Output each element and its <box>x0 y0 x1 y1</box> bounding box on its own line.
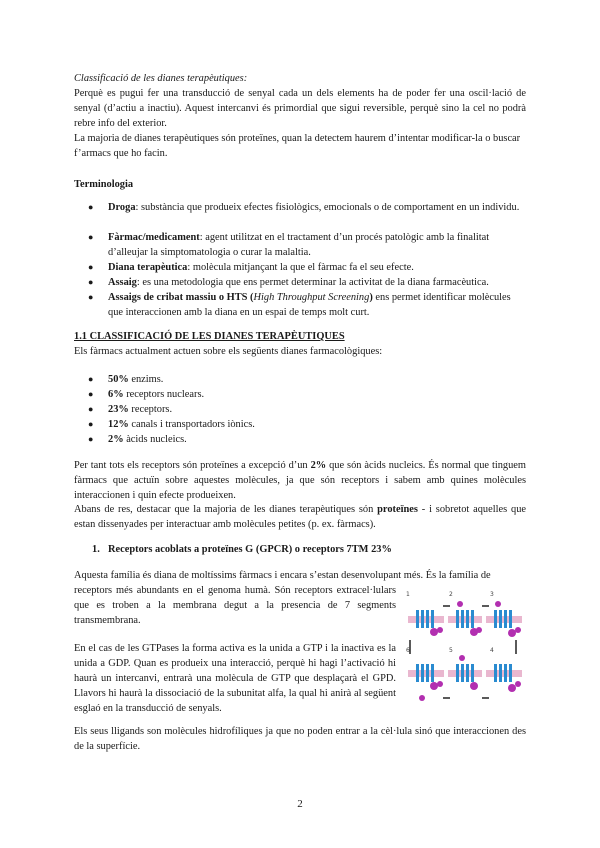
term-definition: : agent utilitzat en el tractament d’un procés patològic amb la finalitat d’alleujar la simptomatologia o curar la malaltia. <box>108 232 490 258</box>
ligand <box>459 655 465 661</box>
g-protein-subunit <box>437 681 443 687</box>
receptor-helix <box>494 664 497 682</box>
target-percent: 2% <box>108 434 124 445</box>
gpcr-paragraph-1a: Aquesta família és diana de moltíssims fàrmacs i encara s’estan desenvolupant més. És la família de <box>74 570 491 581</box>
target-item <box>108 387 520 402</box>
receptor-helix <box>471 664 474 682</box>
receptor-helix <box>504 664 507 682</box>
ligand <box>495 601 501 607</box>
g-protein-subunit <box>515 681 521 687</box>
terminology-item <box>108 230 520 260</box>
intro-paragraph-1: Perquè es pugui fer una transducció de senyal cada un dels elements ha de poder fer una oscil·lació de senyal (d’actiu a inactiu). Aquest intercanvi és primordial que sigui reversible, perquè sino la cel no podrà rebre info del exterior. <box>74 88 526 129</box>
term: Assaigs de cribat massiu o HTS ( <box>108 292 254 303</box>
target-item <box>108 372 520 387</box>
section-1-paragraph-1 <box>74 458 526 503</box>
section-1-paragraph-2 <box>74 502 526 532</box>
step-label: 6 <box>406 647 410 654</box>
g-protein-subunit <box>419 695 425 701</box>
text-run: Per tant tots els receptors són proteïnes a excepció d’un <box>74 460 311 471</box>
target-percent: 23% <box>108 404 129 415</box>
g-protein-subunit <box>430 682 438 690</box>
g-protein-subunit <box>508 684 516 692</box>
receptor-helix <box>494 610 497 628</box>
gpcr-cycle-figure <box>402 588 526 712</box>
target-item <box>108 432 520 447</box>
g-protein-subunit <box>515 627 521 633</box>
bullet-icon: ● <box>88 262 94 272</box>
receptor-helix <box>421 664 424 682</box>
receptor-helix <box>509 664 512 682</box>
intro-paragraph-2: La majoria de dianes terapèutiques són proteïnes, quan la detectem haurem d’intentar modificar-la o buscar f’armacs que ho facin. <box>74 133 521 159</box>
receptor-helix <box>504 610 507 628</box>
g-protein-subunit <box>508 629 516 637</box>
target-label: àcids nucleics. <box>123 434 187 445</box>
terminology-item <box>108 200 520 215</box>
bullet-icon: ● <box>88 434 94 444</box>
terminology-item <box>108 260 520 275</box>
gpcr-paragraph-1b: receptors més abundants en el genoma humà. Són receptors extracel·lulars que es troben a la membrana degut a la presencia de 7 segments transmembrana. <box>74 585 396 626</box>
bullet-icon: ● <box>88 292 94 302</box>
text-run-bold: proteïnes <box>377 504 418 515</box>
page-number: 2 <box>297 798 303 810</box>
bullet-icon: ● <box>88 232 94 242</box>
text-run: - i sobretot aquelles que estan dissenyades per interactuar amb molècules petites (p. ex. fàrmacs). <box>74 504 527 530</box>
text-run-bold: 2% <box>310 460 327 471</box>
target-label: canals i transportadors iònics. <box>128 419 255 430</box>
receptor-helix <box>431 610 434 628</box>
bullet-icon: ● <box>88 277 94 287</box>
target-item <box>108 402 520 417</box>
term-definition: ens permet identificar molècules que interaccionen amb la diana en un espai de temps molt curt. <box>108 292 511 318</box>
receptor-helix <box>456 664 459 682</box>
receptor-helix <box>461 664 464 682</box>
terminology-item <box>108 290 520 320</box>
target-percent: 12% <box>108 419 129 430</box>
target-label: receptors. <box>128 404 173 415</box>
receptor-helix <box>471 610 474 628</box>
receptor-helix <box>426 610 429 628</box>
bullet-icon: ● <box>88 404 94 414</box>
gpcr-heading: Receptors acoblats a proteïnes G (GPCR) o receptors 7TM 23% <box>108 544 392 555</box>
g-protein-subunit <box>476 627 482 633</box>
gpcr-paragraph-2: En el cas de les GTPases la forma activa es la unida a GTP i la inactiva es la unida a GDP. Quan es produeix una interacció, perquè hi hagi l’activació hi haurà un intercanvi, entrarà una molècula de GTP que desplaçarà el GPD. Llavors hi haurà la dissociació de la subunitat alfa, la qual hi anirà al següent esglaó en la transducció de senyals. <box>74 643 396 714</box>
receptor-helix <box>499 664 502 682</box>
target-percent: 50% <box>108 374 129 385</box>
term-end: ) <box>369 292 373 303</box>
g-protein-subunit <box>470 682 478 690</box>
step-label: 1 <box>406 591 410 598</box>
receptor-helix <box>461 610 464 628</box>
ligand <box>457 601 463 607</box>
term: Fàrmac/medicament <box>108 232 200 243</box>
receptor-helix <box>466 610 469 628</box>
text-run: que són àcids nucleics. És normal que tinguem fàrmacs que actuïn sobre aquestes molècules, ja que són receptors i sabem amb quines molècules interaccionen i quin efecte produeixen. <box>74 460 527 501</box>
step-label: 2 <box>449 591 453 598</box>
term: Droga <box>108 202 136 213</box>
section-title: Classificació de les dianes terapèutiques: <box>74 73 248 84</box>
receptor-helix <box>416 664 419 682</box>
membrane-segment <box>448 670 482 677</box>
gpcr-paragraph-3: Els seus lligands son molècules hidrofíliques ja que no poden entrar a la cèl·lula sinó que interaccionen des de la superfície. <box>74 726 526 752</box>
target-item <box>108 417 520 432</box>
bullet-icon: ● <box>88 419 94 429</box>
g-protein-subunit <box>430 628 438 636</box>
terminology-item <box>108 275 520 290</box>
bullet-icon: ● <box>88 202 94 212</box>
term-definition: : molècula mitjançant la que el fàrmac fa el seu efecte. <box>187 262 414 273</box>
term-italic: High Throughput Screening <box>253 292 370 303</box>
receptor-helix <box>456 610 459 628</box>
term-definition: : es una metodologia que ens permet determinar la activitat de la diana farmacèutica. <box>136 277 489 288</box>
target-percent: 6% <box>108 389 124 400</box>
bullet-icon: ● <box>88 389 94 399</box>
term: Diana terapèutica <box>108 262 188 273</box>
section-1-intro: Els fàrmacs actualment actuen sobre els següents dianes farmacològiques: <box>74 346 383 357</box>
term-definition: : substància que produeix efectes fisiològics, emocionals o de comportament en un individu. <box>135 202 520 213</box>
receptor-helix <box>421 610 424 628</box>
target-label: receptors nuclears. <box>123 389 205 400</box>
receptor-helix <box>426 664 429 682</box>
receptor-helix <box>466 664 469 682</box>
receptor-helix <box>431 664 434 682</box>
step-label: 5 <box>449 647 453 654</box>
receptor-helix <box>499 610 502 628</box>
target-label: enzims. <box>128 374 164 385</box>
gpcr-number: 1. <box>92 544 100 555</box>
step-label: 3 <box>490 591 494 598</box>
receptor-helix <box>416 610 419 628</box>
step-label: 4 <box>490 647 494 654</box>
term: Assaig <box>108 277 137 288</box>
bullet-icon: ● <box>88 374 94 384</box>
text-run: Abans de res, destacar que la majoria de les dianes terapèutiques són <box>74 504 378 515</box>
section-1-heading: 1.1 CLASSIFICACIÓ DE LES DIANES TERAPÈUTIQUES <box>74 331 345 342</box>
membrane-segment <box>448 616 482 623</box>
g-protein-subunit <box>437 627 443 633</box>
receptor-helix <box>509 610 512 628</box>
terminology-heading: Terminologia <box>74 179 134 190</box>
